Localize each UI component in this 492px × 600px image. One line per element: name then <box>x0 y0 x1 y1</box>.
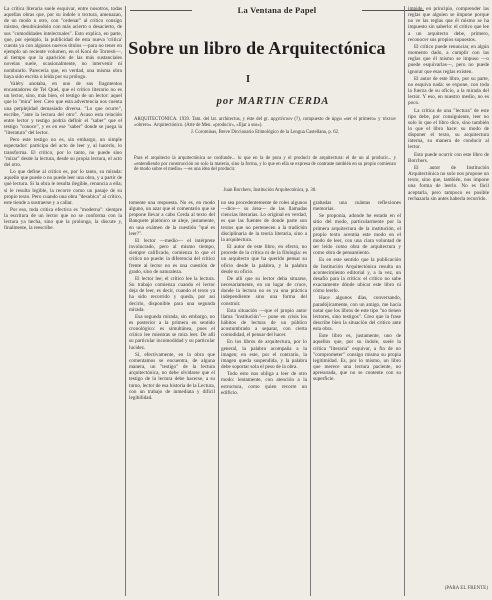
part-numeral: I <box>245 73 251 85</box>
epigraph-quote <box>134 156 396 173</box>
column-2 <box>129 200 215 596</box>
section-header: La Ventana de Papel <box>237 5 317 15</box>
paragraph: La crítica de una "lectura" de este tipo debe, por consiguiente, leer no solo lo que el libro dice, sino también lo que el libro hace: su modo de disponer el texto, su arquitectura interna, su manera de conducir al lector. <box>408 107 489 151</box>
paragraph: Esa segunda mirada, sin embargo, no es posterior a la primera en sentido cronológico: es simultánea, pues el crítico lee mientras se mira leer. De allí su particular incomodidad y su particular lucidez. <box>129 313 215 351</box>
column-divider <box>310 200 311 596</box>
paragraph: El autor de Institución Arquitectónica no solo nos propone un texto, sino que, también, nos impone una forma de leerlo. No es fácil aceptarla, pero tampoco es posible rechazarla sin antes haberla recorrido. <box>408 164 489 202</box>
paragraph: Se proponía, adonde he estado en el sitio del modo, particularmente por la primera arquitectura de la institución, el propio texto acentúa este modo en el modo de leer, con una clara voluntad de ser leído como obra de arquitectura y como obra de pensamiento. <box>313 213 401 257</box>
paragraph: Todo esto nos obliga a leer de otro modo: lentamente, con atención a la estructura, como quien recorre un edificio. <box>221 371 307 396</box>
paragraph: En los libros de arquitectura, por lo general, la palabra acompaña a la imagen; en este, por el contrario, la imagen queda suspendida, y la palabra debe soportar sola el peso de la obra. <box>221 339 307 371</box>
author-byline: por MARTIN CERDA <box>216 96 330 107</box>
paragraph: Si, efectivamente, en la obra que comentamos se encuentra, de alguna manera, un "testigo" de la lectura arquitectónica, no debe olvidarse que el testigo de la lectura debe hacerse, a su turno, lector de esa historia de la Lectura, con un trabajo de inmediata y difícil legibilidad. <box>129 351 215 401</box>
column-3 <box>221 200 307 596</box>
paragraph: grabadas una cuántas reflexiones memorias. <box>313 200 401 213</box>
paragraph: El crítico puede renunciar, en algún momento dado, a cumplir con las reglas que él mismo se impuso —o puede esquivarlas—, pero no puede ignorar que esas reglas existen. <box>408 43 489 75</box>
paragraph: no sea procedentemente de roles algunos —dice— su área— de las llamadas ciencias literarias. Lo original en verdad, es que las fuentes de donde parte son textos que no pertenecen a la tradición disciplinaria de la teoría literaria, sino a la arquitectura. <box>221 200 307 243</box>
paragraph: Este libro es, justamente, uno de aquellos que, por su índole, suele la crítica "literaria" esquivar, a fin de no "comprometer" consigo misma su propia legitimidad. Es, por lo mismo, un libro que merece una lectura paciente, no apresurada, que no se contente con su superficie. <box>313 333 401 383</box>
continuation-note: (PARA EL FRENTE) <box>444 586 488 591</box>
paragraph: El autor de este libro, en efecto, no procede de la crítica ni de la filología: es un arquitecto que ha querido pensar su oficio desde la palabra, y la palabra desde su oficio. <box>221 244 307 275</box>
epigraph-definition: ARQUITECTONICA. 1939. Tam. del lat. architectus, y éste del gr. αρχιτέκτων (?), compuesto de άρχω «ser el primero» y τέκτων «obrero». Arquitectónico. (Arte de Men. «producir», «fijar a sus»). <box>134 117 396 128</box>
paragraph: Esta situación —que el propio autor llama "institución"— pone en crisis los hábitos de lectura de un público acostumbrado a separar, con cierta comodidad, el pensar del hacer. <box>221 307 307 339</box>
paragraph: tomente una respuesta. No es, en modo alguno, un azar que el comentario que se propone llevar a cabo Cerda al texto del Banquete platónico se aleje, justamente, en una exámen de la cuestión "qué es leer?". <box>129 200 215 237</box>
paragraph: Valéry anotaba, en uno de sus fragmentos encantadores de Tel Quel, que el crítico literario no es un lector, sino, más bien, el testigo de un lector: aquel que lo "mira" leer. Creo que esta advertencia nos cuenta una perplejidad demasiado diversa. "Lo que ocurre", escribe, "ante la lectura del otro". Acaso esta relación entre lector y testigo podría definir el "saber" que el testigo "conoce", y es en ese "saber" donde se juega la "literatura" del lector. <box>4 80 122 137</box>
paragraph: impide, en principio, comprender las reglas que alguien se impone porque no ve las reglas que él mismo se ha impuesto sin saberlo: el crítico que lee a un arquitecto debe, primero, reconocer sus propios supuestos. <box>408 6 489 43</box>
paragraph: Pero este testigo no es, sin embargo, un simple espectador: participa del acto de leer y, al hacerlo, lo transforma. El crítico, por lo tanto, no puede sino "mirar" desde la lectura, desde su propia lectura, el acto del otro. <box>4 137 122 168</box>
paragraph: El autor de este libro, por su parte, no esquiva nada: se expone, con toda la fuerza de su oficio, a la mirada del lector. Y eso, en nuestro medio, no es poco. <box>408 75 489 107</box>
column-divider <box>125 6 126 596</box>
header-rule-left <box>130 10 192 11</box>
paragraph: Esto puede ocurrir con este libro de Borchers. <box>408 151 489 164</box>
paragraph: De allí que su lector deba situarse, necesariamente, en un lugar de cruce, donde la lectura no es ya una práctica independiente sino una forma del construir. <box>221 275 307 307</box>
column-1 <box>4 6 122 596</box>
paragraph: El lector lee; el crítico lee la lectura. Su trabajo comienza cuando el lector deja de leer, es decir, cuando el texto ya ha sido recorrido y queda, por así decirlo, disponible para una segunda mirada. <box>129 275 215 313</box>
column-divider <box>404 6 405 596</box>
paragraph: El lector —medio— el intérprete involucrado, pero al mismo tiempo, siempre calificado, comienza lo que el crítico no puede: la diferencia del crítico frente al lector no es una cuestión de grado, sino de naturaleza. <box>129 237 215 275</box>
paragraph: La crítica literaria suele esquivar, entre nosotros, todas aquellas obras que, por su índole o textura, amenazan, de un modo u otro, con "ordenar" al crítico consigo mismo, desubicándolo con más acierto o desacierto, de sus "comodidades intelectuales". Esto explica, en parte, que, por ejemplo, la publicidad de esta nueva 'critica' cuenta ya con algunos nuevos títulos —para no tener en ejemplo un reciente volumen, en el Koní de Torresti—, al tiempo que la aparición de las más sustanciales novelas suele, ocasionalmente, no intervenir ni nombrarlo. Parecería que, en verdad, una misma obra haya sido escrita o leída por su prólogo. <box>4 6 122 80</box>
epigraph-quote-text: Para el arquitecto la arquitectónica se confunde... lo que en la de pura y el producir de arquitectura: el de un al producir... y «entendiendo por construcción no solo la materia, sino la forma, y lo que en ella se expresa de contraste también en su propio comienzo de modo sobre el medio» —es una idea del producir. <box>134 156 396 173</box>
article-title: Sobre un libro de Arquitectónica <box>128 38 386 58</box>
paragraph: Es en este sentido que la publicación de Institución Arquitectónica resulta un acontecimiento editorial y, a la vez, un desafío para la crítica: el crítico no sabe exactamente dónde ubicar este libro ni cómo leerlo. <box>313 257 401 295</box>
column-5 <box>408 6 489 584</box>
epigraph-source: J. Corominas, Breve Diccionario Etimológico de la Lengua Castellana, p. 62. <box>190 129 340 135</box>
column-divider <box>218 200 219 596</box>
epigraph <box>134 117 396 137</box>
epigraph-quote-source: Juan Borchers, Institución Arquitectónica, p. 30. <box>223 188 317 193</box>
paragraph: Hace algunos días, conversando, paradójicamente, con un amigo, me hacía notar que los libros de este tipo "no tienen lectores, sino testigos". Creo que la frase describe bien la situación del crítico ante esta obra. <box>313 295 401 333</box>
column-4 <box>313 200 401 596</box>
paragraph: Por eso, toda crítica efectiva es "moderna": siempre la escritura de un lector que no se conforma con la lectura ya hecha, sino que la prolonga, la discute y, finalmente, la reescribe. <box>4 207 122 232</box>
paragraph: Lo que define al crítico es, por lo tanto, su mirada: aquello que puede o no puede leer una obra, y a partir de qué lectura. Si la obra le resulta ilegible, renuncia a ella; si le resulta legible, la recorre como un pasaje de su propio texto. Pero cuando una obra "desubica" al crítico, este tiende a sustraerse y a callar. <box>4 169 122 206</box>
